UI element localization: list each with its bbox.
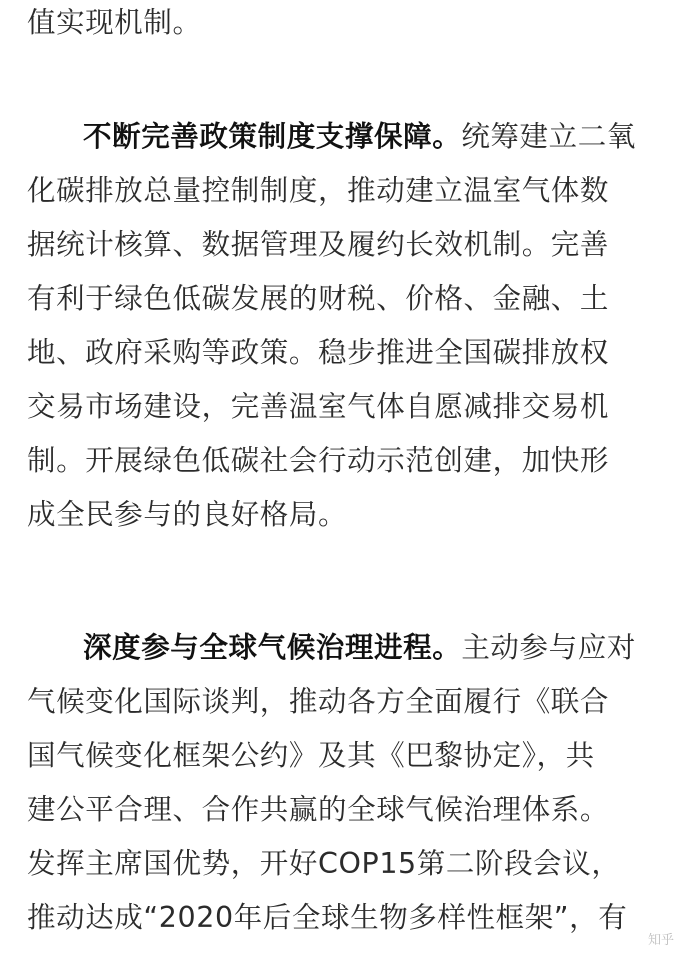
- paragraph-line: 据统计核算、数据管理及履约长效机制。完善: [27, 228, 610, 261]
- paragraph-line: 发挥主席国优势，开好COP15第二阶段会议，: [27, 847, 621, 880]
- paragraph-text: 主动参与应对: [461, 631, 636, 664]
- paragraph-line: 地、政府采购等政策。稳步推进全国碳排放权: [27, 336, 610, 369]
- paragraph-line: [83, 628, 636, 668]
- paragraph-line: 值实现机制。: [27, 6, 202, 39]
- paragraph-lead-heading: 深度参与全球气候治理进程。: [83, 631, 462, 664]
- paragraph-lead-heading: 不断完善政策制度支撑保障。: [83, 120, 462, 153]
- paragraph-line: 有利于绿色低碳发展的财税、价格、金融、土: [27, 282, 610, 315]
- paragraph-line: 制。开展绿色低碳社会行动示范创建，加快形: [27, 444, 610, 477]
- paragraph-text: 统筹建立二氧: [461, 120, 636, 153]
- paragraph-line: 推动达成“2020年后全球生物多样性框架”，有: [27, 901, 628, 934]
- paragraph-line: 交易市场建设，完善温室气体自愿减排交易机: [27, 390, 610, 423]
- paragraph-line: [83, 117, 636, 157]
- paragraph-line: 气候变化国际谈判，推动各方全面履行《联合: [27, 685, 610, 718]
- watermark: 知乎: [647, 933, 674, 948]
- paragraph-line: 成全民参与的良好格局。: [27, 498, 348, 531]
- paragraph-line: 国气候变化框架公约》及其《巴黎协定》，共: [27, 739, 595, 772]
- paragraph-line: 建公平合理、合作共赢的全球气候治理体系。: [27, 793, 610, 826]
- paragraph-line: 化碳排放总量控制制度，推动建立温室气体数: [27, 174, 610, 207]
